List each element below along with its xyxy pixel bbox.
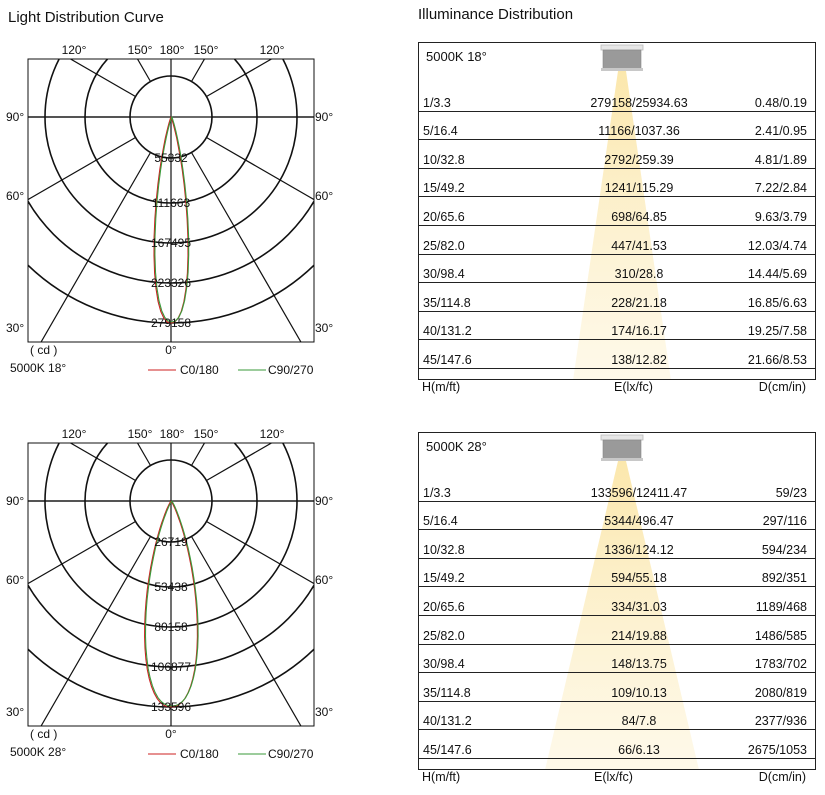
- height-value: 20/65.6: [423, 209, 465, 224]
- ring-value-3: 167495: [150, 236, 192, 250]
- diameter-value: 2080/819: [754, 685, 807, 700]
- ring-value-1: 55832: [154, 151, 188, 165]
- angle-label-60-left: 60°: [6, 573, 25, 587]
- angle-label-30-right: 30°: [315, 321, 334, 335]
- illuminance-value: 228/21.18: [611, 295, 667, 310]
- illuminance-row: [419, 559, 815, 588]
- height-value: 25/82.0: [423, 238, 465, 253]
- diameter-value: 14.44/5.69: [747, 267, 807, 282]
- angle-label-180: 180°: [159, 43, 185, 57]
- diameter-value: 892/351: [761, 571, 807, 586]
- luminaire-icon: [601, 45, 643, 71]
- ring-5: [0, 0, 377, 323]
- polar-chart-18: [0, 0, 334, 395]
- illuminance-value: 214/19.88: [611, 628, 667, 643]
- luminaire-top: [601, 45, 643, 50]
- luminaire-body: [603, 440, 641, 460]
- illuminance-value: 174/16.17: [611, 324, 667, 339]
- diameter-value: 4.81/1.89: [754, 152, 807, 167]
- ring-value-4: 106877: [150, 660, 192, 674]
- axis-e-label: E(lx/fc): [594, 770, 633, 784]
- axis-h-label: H(m/ft): [422, 380, 461, 394]
- illuminance-value: 84/7.8: [621, 714, 657, 729]
- illuminance-value: 11166/1037.36: [598, 124, 680, 139]
- ring-value-4: 223326: [150, 276, 192, 290]
- angle-label-60-right: 60°: [315, 573, 334, 587]
- illuminance-row: [419, 702, 815, 731]
- illuminance-value: 109/10.13: [611, 685, 667, 700]
- illuminance-row: [419, 645, 815, 674]
- illuminance-row: [419, 340, 815, 369]
- illuminance-value: 5344/496.47: [604, 514, 674, 529]
- illuminance-value: 148/13.75: [611, 657, 667, 672]
- angle-label-90-right: 90°: [315, 494, 334, 508]
- angle-label-150-right: 150°: [193, 43, 219, 57]
- angle-label-120-right: 120°: [259, 427, 285, 441]
- angle-label-0: 0°: [165, 727, 177, 741]
- radial-line-150r: [192, 0, 422, 81]
- curve-c90-270: [155, 117, 189, 322]
- illuminance-value: 698/64.85: [611, 209, 667, 224]
- luminaire-body: [603, 50, 641, 70]
- height-value: 40/131.2: [423, 714, 472, 729]
- diameter-value: 2675/1053: [747, 742, 807, 757]
- legend-label-c90: C90/270: [268, 363, 314, 377]
- illuminance-row: [419, 730, 815, 759]
- illuminance-row: [419, 673, 815, 702]
- diameter-value: 21.66/8.53: [747, 352, 807, 367]
- illuminance-box: [418, 42, 816, 380]
- illuminance-row: [419, 83, 815, 112]
- illuminance-row: [419, 112, 815, 141]
- illuminance-row: [419, 226, 815, 255]
- height-value: 45/147.6: [423, 742, 472, 757]
- height-value: 40/131.2: [423, 324, 472, 339]
- height-value: 1/3.3: [423, 95, 451, 110]
- angle-label-120-left: 120°: [61, 427, 87, 441]
- ring-value-2: 53438: [154, 580, 188, 594]
- angle-label-90-left: 90°: [6, 110, 25, 124]
- polar-chart-28: [0, 384, 334, 779]
- axis-d-label: D(cm/in): [758, 380, 806, 394]
- illuminance-box: [418, 432, 816, 770]
- height-value: 15/49.2: [423, 571, 465, 586]
- legend-label-c0: C0/180: [180, 747, 219, 761]
- illuminance-value: 594/55.18: [611, 571, 667, 586]
- angle-label-150-left: 150°: [127, 427, 153, 441]
- illuminance-value: 1241/115.29: [604, 181, 674, 196]
- angle-label-60-right: 60°: [315, 189, 334, 203]
- illuminance-axis: [418, 380, 816, 396]
- illuminance-value: 447/41.53: [611, 238, 667, 253]
- illuminance-row: [419, 530, 815, 559]
- illuminance-value: 334/31.03: [611, 599, 667, 614]
- unit-label: ( cd ): [30, 343, 58, 357]
- angle-label-120-right: 120°: [259, 43, 285, 57]
- unit-label: ( cd ): [30, 727, 58, 741]
- angle-label-60-left: 60°: [6, 189, 25, 203]
- height-value: 30/98.4: [423, 657, 465, 672]
- diameter-value: 9.63/3.79: [754, 209, 807, 224]
- angle-label-30-right: 30°: [315, 705, 334, 719]
- legend-label-c90: C90/270: [268, 747, 314, 761]
- luminaire-top: [601, 435, 643, 440]
- ring-value-1: 26719: [154, 535, 188, 549]
- illuminance-row: [419, 759, 815, 770]
- illuminance-value: 279158/25934.63: [590, 95, 688, 110]
- height-value: 45/147.6: [423, 352, 472, 367]
- illuminance-value: 310/28.8: [614, 267, 664, 282]
- height-value: 5/16.4: [423, 124, 458, 139]
- illuminance-value: 66/6.13: [618, 742, 660, 757]
- illuminance-row: [419, 255, 815, 284]
- angle-label-150-left: 150°: [127, 43, 153, 57]
- illuminance-box-title: 5000K 28°: [426, 439, 487, 454]
- illuminance-box-title: 5000K 18°: [426, 49, 487, 64]
- illuminance-axis: [418, 770, 816, 786]
- illuminance-row: [419, 169, 815, 198]
- height-value: 10/32.8: [423, 542, 465, 557]
- luminaire-lens: [601, 68, 643, 71]
- diameter-value: 12.03/4.74: [747, 238, 807, 253]
- radial-line-150l: [0, 0, 151, 81]
- height-value: 5/16.4: [423, 514, 458, 529]
- angle-label-120-left: 120°: [61, 43, 87, 57]
- legend-label-c0: C0/180: [180, 363, 219, 377]
- height-value: 20/65.6: [423, 599, 465, 614]
- diameter-value: 0.48/0.19: [754, 95, 807, 110]
- diameter-value: 297/116: [762, 514, 807, 529]
- illuminance-row: [419, 502, 815, 531]
- light-distribution-heading: Light Distribution Curve: [8, 9, 164, 26]
- diameter-value: 59/23: [775, 485, 807, 500]
- ring-value-2: 111663: [151, 196, 191, 210]
- diameter-value: 1783/702: [754, 657, 807, 672]
- curve-c90-270: [146, 501, 199, 706]
- height-value: 35/114.8: [423, 295, 471, 310]
- chart-label: 5000K 28°: [10, 745, 67, 759]
- ring-value-5: 133596: [150, 700, 192, 714]
- angle-label-90-right: 90°: [315, 110, 334, 124]
- diameter-value: 16.85/6.63: [747, 295, 807, 310]
- ring-value-5: 279158: [150, 316, 192, 330]
- illuminance-distribution-heading: Illuminance Distribution: [418, 6, 574, 23]
- angle-label-30-left: 30°: [6, 321, 25, 335]
- height-value: 30/98.4: [423, 267, 465, 282]
- axis-d-label: D(cm/in): [758, 770, 806, 784]
- angle-label-0: 0°: [165, 343, 177, 357]
- height-value: 25/82.0: [423, 628, 465, 643]
- luminaire-icon: [601, 435, 643, 461]
- diameter-value: 7.22/2.84: [754, 181, 807, 196]
- ring-value-3: 80158: [154, 620, 188, 634]
- diameter-value: 2377/936: [754, 714, 807, 729]
- illuminance-value: 1336/124.12: [604, 542, 674, 557]
- axis-e-label: E(lx/fc): [614, 380, 653, 394]
- illuminance-row: [419, 312, 815, 341]
- axis-h-label: H(m/ft): [422, 770, 461, 784]
- diameter-value: 594/234: [761, 542, 807, 557]
- angle-label-30-left: 30°: [6, 705, 25, 719]
- polar-chart-18-svg: [0, 0, 334, 395]
- illuminance-row: [419, 140, 815, 169]
- angle-label-150-right: 150°: [193, 427, 219, 441]
- luminaire-lens: [601, 458, 643, 461]
- height-value: 15/49.2: [423, 181, 465, 196]
- diameter-value: 19.25/7.58: [747, 324, 807, 339]
- illuminance-row: [419, 616, 815, 645]
- height-value: 1/3.3: [423, 485, 451, 500]
- illuminance-row: [419, 197, 815, 226]
- illuminance-row: [419, 587, 815, 616]
- height-value: 35/114.8: [423, 685, 471, 700]
- illuminance-row: [419, 283, 815, 312]
- illuminance-value: 2792/259.39: [604, 152, 674, 167]
- angle-label-90-left: 90°: [6, 494, 25, 508]
- illuminance-value: 133596/12411.47: [590, 485, 688, 500]
- diameter-value: 2.41/0.95: [754, 124, 807, 139]
- polar-chart-28-svg: [0, 384, 334, 779]
- illuminance-row: [419, 473, 815, 502]
- diameter-value: 1189/468: [755, 599, 807, 614]
- angle-label-180: 180°: [159, 427, 185, 441]
- chart-label: 5000K 18°: [10, 361, 67, 375]
- height-value: 10/32.8: [423, 152, 465, 167]
- illuminance-value: 138/12.82: [611, 352, 667, 367]
- illuminance-row: [419, 369, 815, 380]
- diameter-value: 1486/585: [754, 628, 807, 643]
